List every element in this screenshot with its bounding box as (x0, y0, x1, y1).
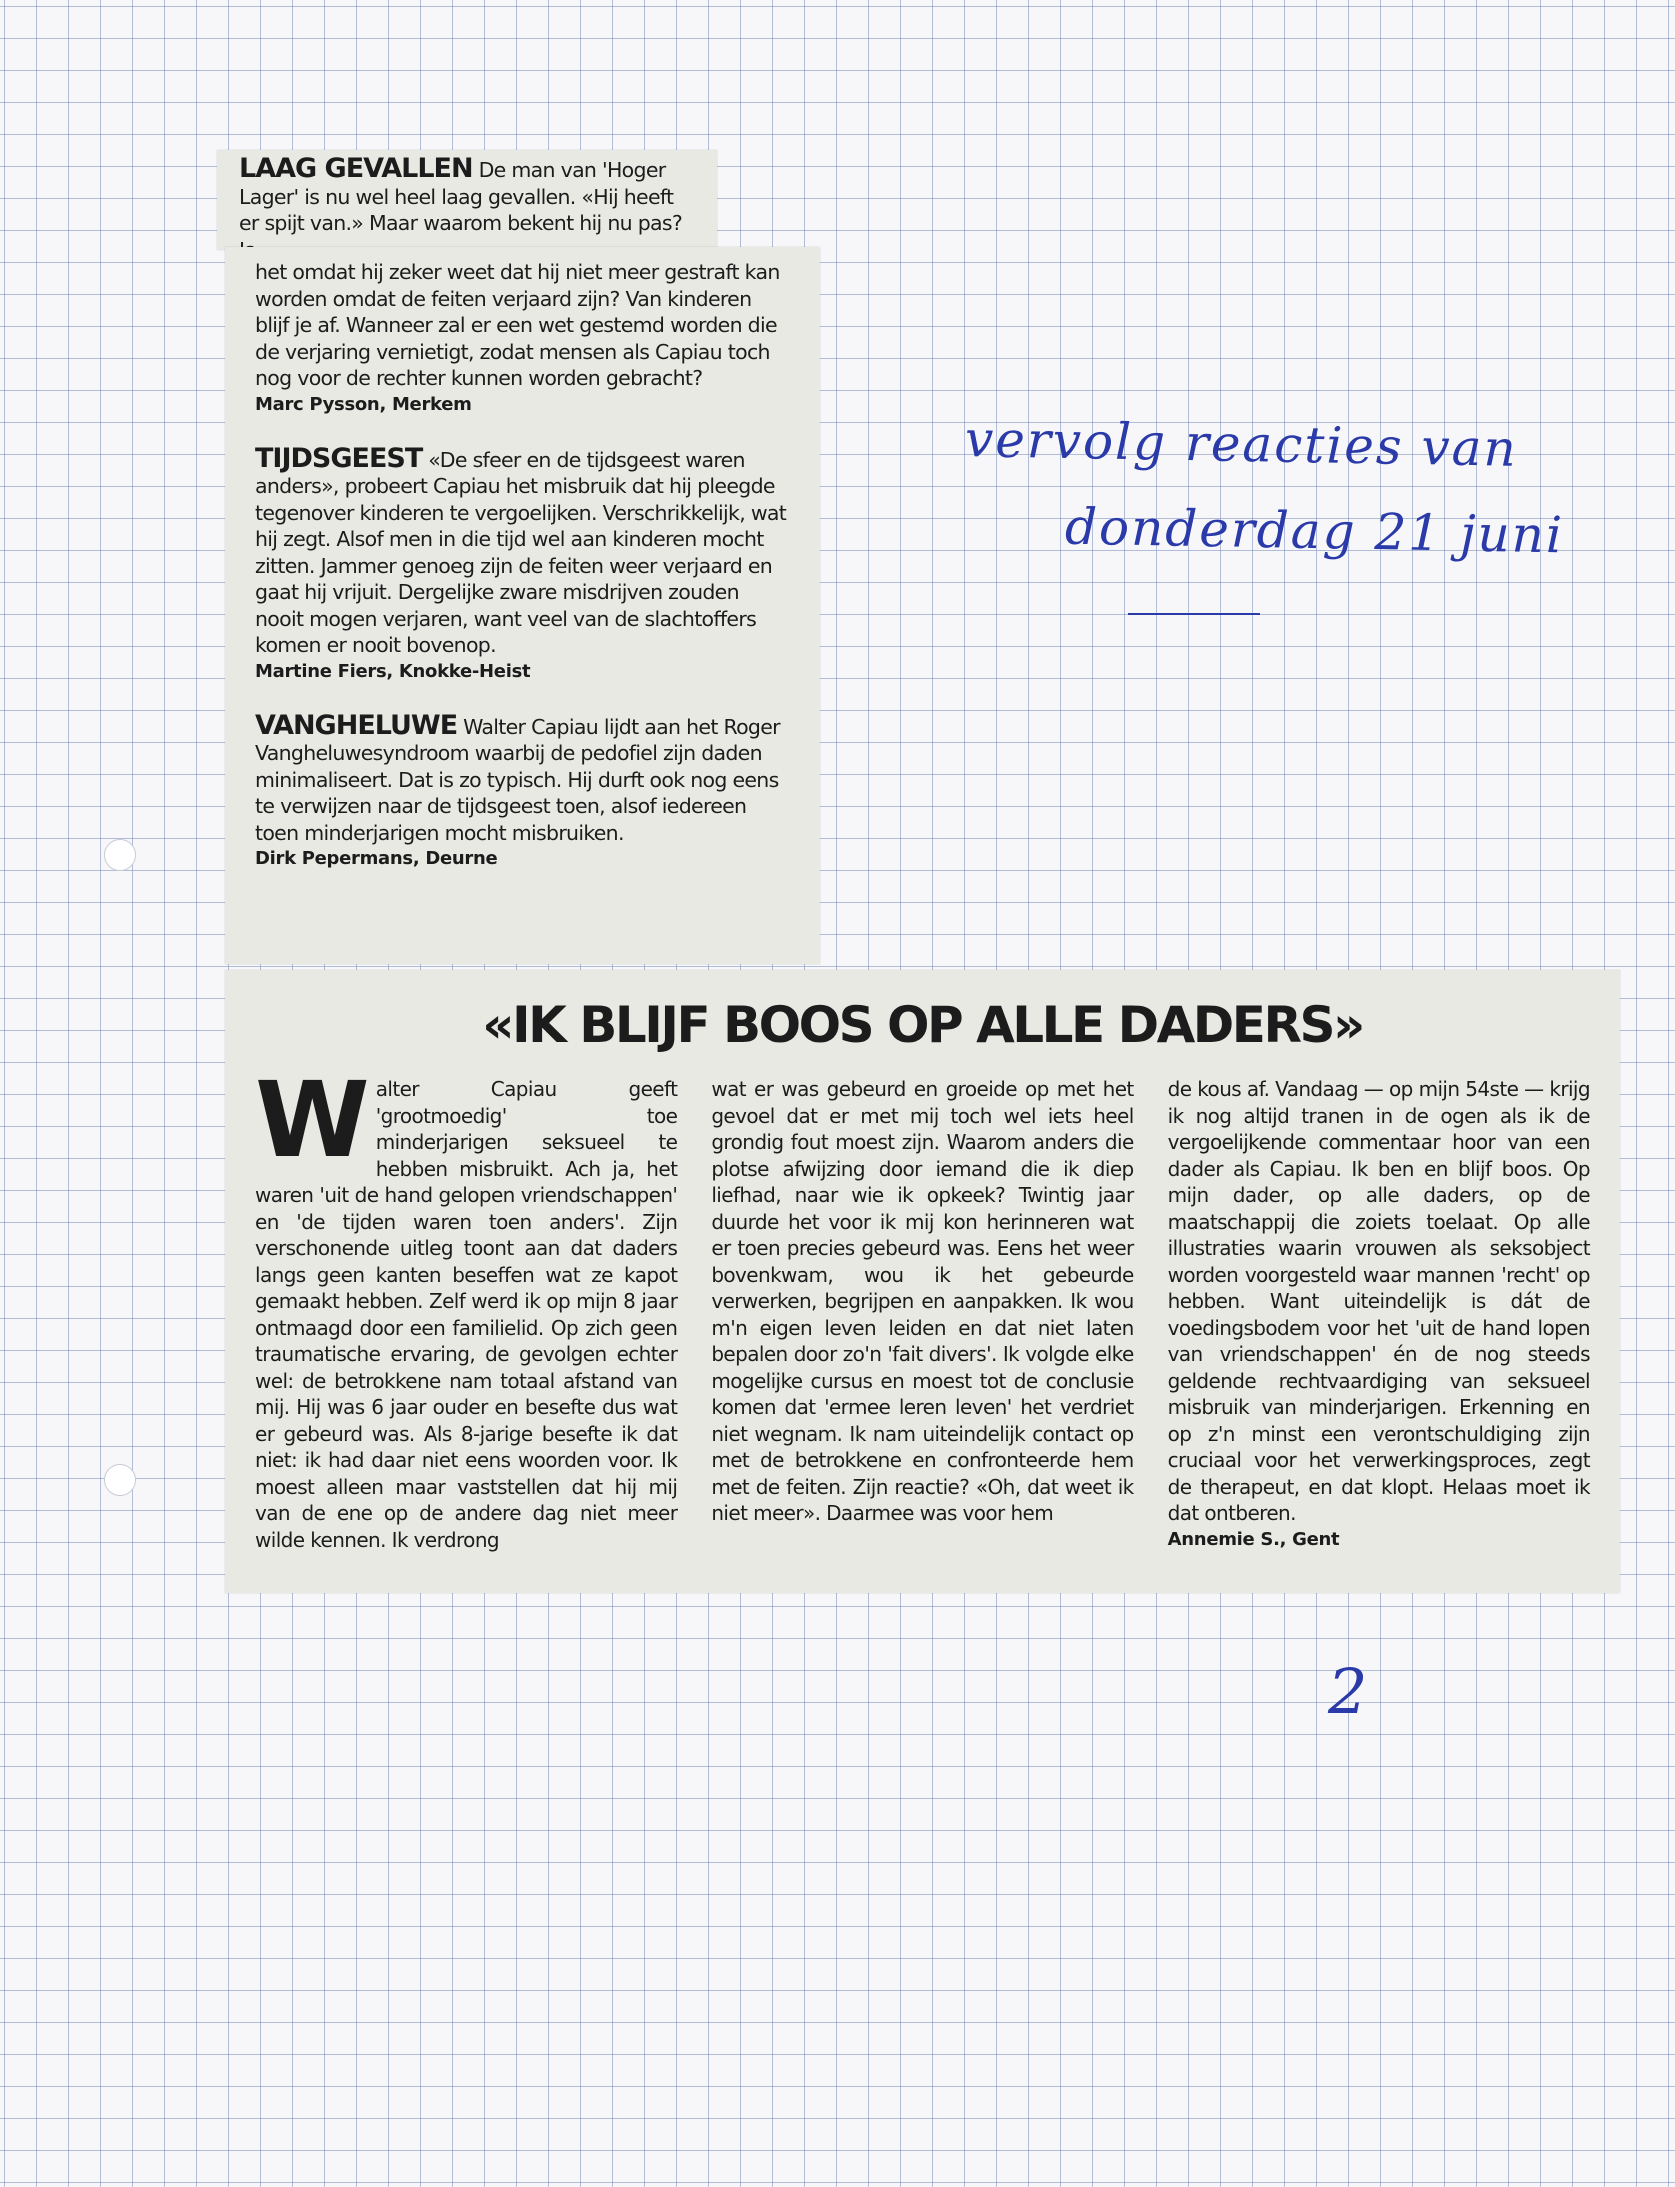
letter-vangheluwe (255, 709, 790, 847)
clipping-article (225, 970, 1620, 1593)
letter1-author: Marc Pysson, Merkem (255, 393, 472, 415)
column2-text: wat er was gebeurd en groeide op met het gevoel dat er met mij toch wel iets heel grondig fout moest zijn. Waarom anders die plotse afwijzing door iemand die ik diep liefhad, naar wie ik opkeek? Twintig jaar duurde het voor ik mij kon herinneren wat er toen precies gebeurd was. Eens het weer bovenkwam, wou ik het gebeurde verwerken, begrijpen en aanpakken. Ik wou m'n eigen leven leiden en dat niet laten bepalen door zo'n 'fait divers'. Ik volgde elke mogelijke cursus en moest tot de conclusie komen dat 'ermee leren leven' het verdriet niet wegnam. Ik nam uiteindelijk contact op met de betrokkene en confronteerde hem met de feiten. Zijn reactie? «Oh, dat weet ik niet meer». Daarmee was voor hem (711, 1077, 1134, 1525)
heading-tijdsgeest: TIJDSGEEST (255, 442, 423, 474)
article-column-2 (711, 1076, 1133, 1553)
handwritten-note-line1: vervolg reacties van (964, 410, 1519, 478)
letter-tijdsgeest (255, 442, 790, 659)
heading-vangheluwe: VANGHELUWE (255, 709, 458, 741)
heading-laag-gevallen: LAAG GEVALLEN (239, 153, 473, 184)
handwritten-underline (1128, 613, 1260, 615)
drop-cap: W (255, 1059, 370, 1181)
handwritten-note-line2: donderdag 21 juni (1064, 497, 1565, 565)
letter2-author: Martine Fiers, Knokke-Heist (255, 660, 531, 682)
article-author: Annemie S., Gent (1167, 1528, 1340, 1550)
letter1-text: het omdat hij zeker weet dat hij niet meer gestraft kan worden omdat de feiten verjaard zijn? Van kinderen blijf je af. Wanneer zal er een wet gestemd worden die de verjaring vernietigt, zodat mensen als Capiau toch nog voor de rechter kunnen worden gebracht? (255, 260, 780, 390)
text-vangheluwe: Walter Capiau lijdt aan het Roger Vangheluwesyndroom waarbij de pedofiel zijn daden minimaliseert. Dat is zo typisch. Hij durft ook nog eens te verwijzen naar de tijdsgeest toen, alsof iedereen toen minderjarigen mocht misbruiken. (255, 714, 780, 845)
punch-hole-top (104, 839, 136, 871)
handwritten-page-number: 2 (1328, 1655, 1368, 1728)
letter3-author: Dirk Pepermans, Deurne (255, 848, 498, 869)
column1-text: alter Capiau geeft 'grootmoedig' toe minderjarigen seksueel te hebben misbruikt. Ach ja, het waren 'uit de hand gelopen vriendschappen' en 'de tijden waren toen anders'. Zijn verschonende uitleg toont aan dat daders langs geen kanten beseffen wat ze kapot gemaakt hebben. Zelf werd ik op mijn 8 jaar ontmaagd door een familielid. Op zich geen traumatische ervaring, de gevolgen echter wel: de betrokkene nam totaal afstand van mij. Hij was 6 jaar ouder en besefte dus wat er gebeurd was. Als 8-jarige besefte ik dat niet: ik had daar niet eens woorden voor. Ik moest alleen maar vaststellen dat hij mij van de ene op de andere dag niet meer wilde kennen. Ik verdrong (255, 1077, 678, 1552)
text-laag-gevallen: De man van 'Hoger Lager' is nu wel heel laag gevallen. «Hij heeft er spijt van.» Maar waarom bekent hij nu pas? (239, 158, 683, 235)
text-tijdsgeest: «De sfeer en de tijdsgeest waren anders», probeert Capiau het misbruik dat hij pleegde tegenover kinderen te vergoelijken. Verschrikkelijk, wat hij zegt. Alsof men in die tijd wel aan kinderen mocht zitten. Jammer genoeg zijn de feiten weer verjaard en gaat hij vrijuit. Dergelijke zware misdrijven zouden nooit mogen verjaren, want veel van de slachtoffers komen er nooit bovenop. (255, 447, 787, 657)
column3-text: de kous af. Vandaag — op mijn 54ste — krijg ik nog altijd tranen in de ogen als ik de vergoelijkende commentaar hoor van een dader als Capiau. Ik ben en blijf boos. Op mijn dader, op alle daders, op de maatschappij die zoiets toelaat. Op alle illustraties waarin vrouwen als seksobject worden voorgesteld waar mannen 'recht' op hebben. Want uiteindelijk is dát de voedingsbodem voor het 'uit de hand lopen van vriendschappen' én de nog steeds geldende rechtvaardiging van seksueel misbruik van minderjarigen. Erkenning en op z'n minst een verontschuldiging zijn cruciaal voor het verwerkingsproces, zegt de therapeut, en dat klopt. Helaas moet ik dat ontberen. (1167, 1077, 1590, 1525)
punch-hole-bottom (104, 1464, 136, 1496)
clipping-laag-gevallen (217, 150, 717, 250)
article-column-3 (1168, 1076, 1590, 1553)
clipping-letters (225, 247, 820, 964)
article-headline: «IK BLIJF BOOS OP ALLE DADERS» (482, 996, 1363, 1054)
article-column-1 (255, 1059, 678, 1553)
